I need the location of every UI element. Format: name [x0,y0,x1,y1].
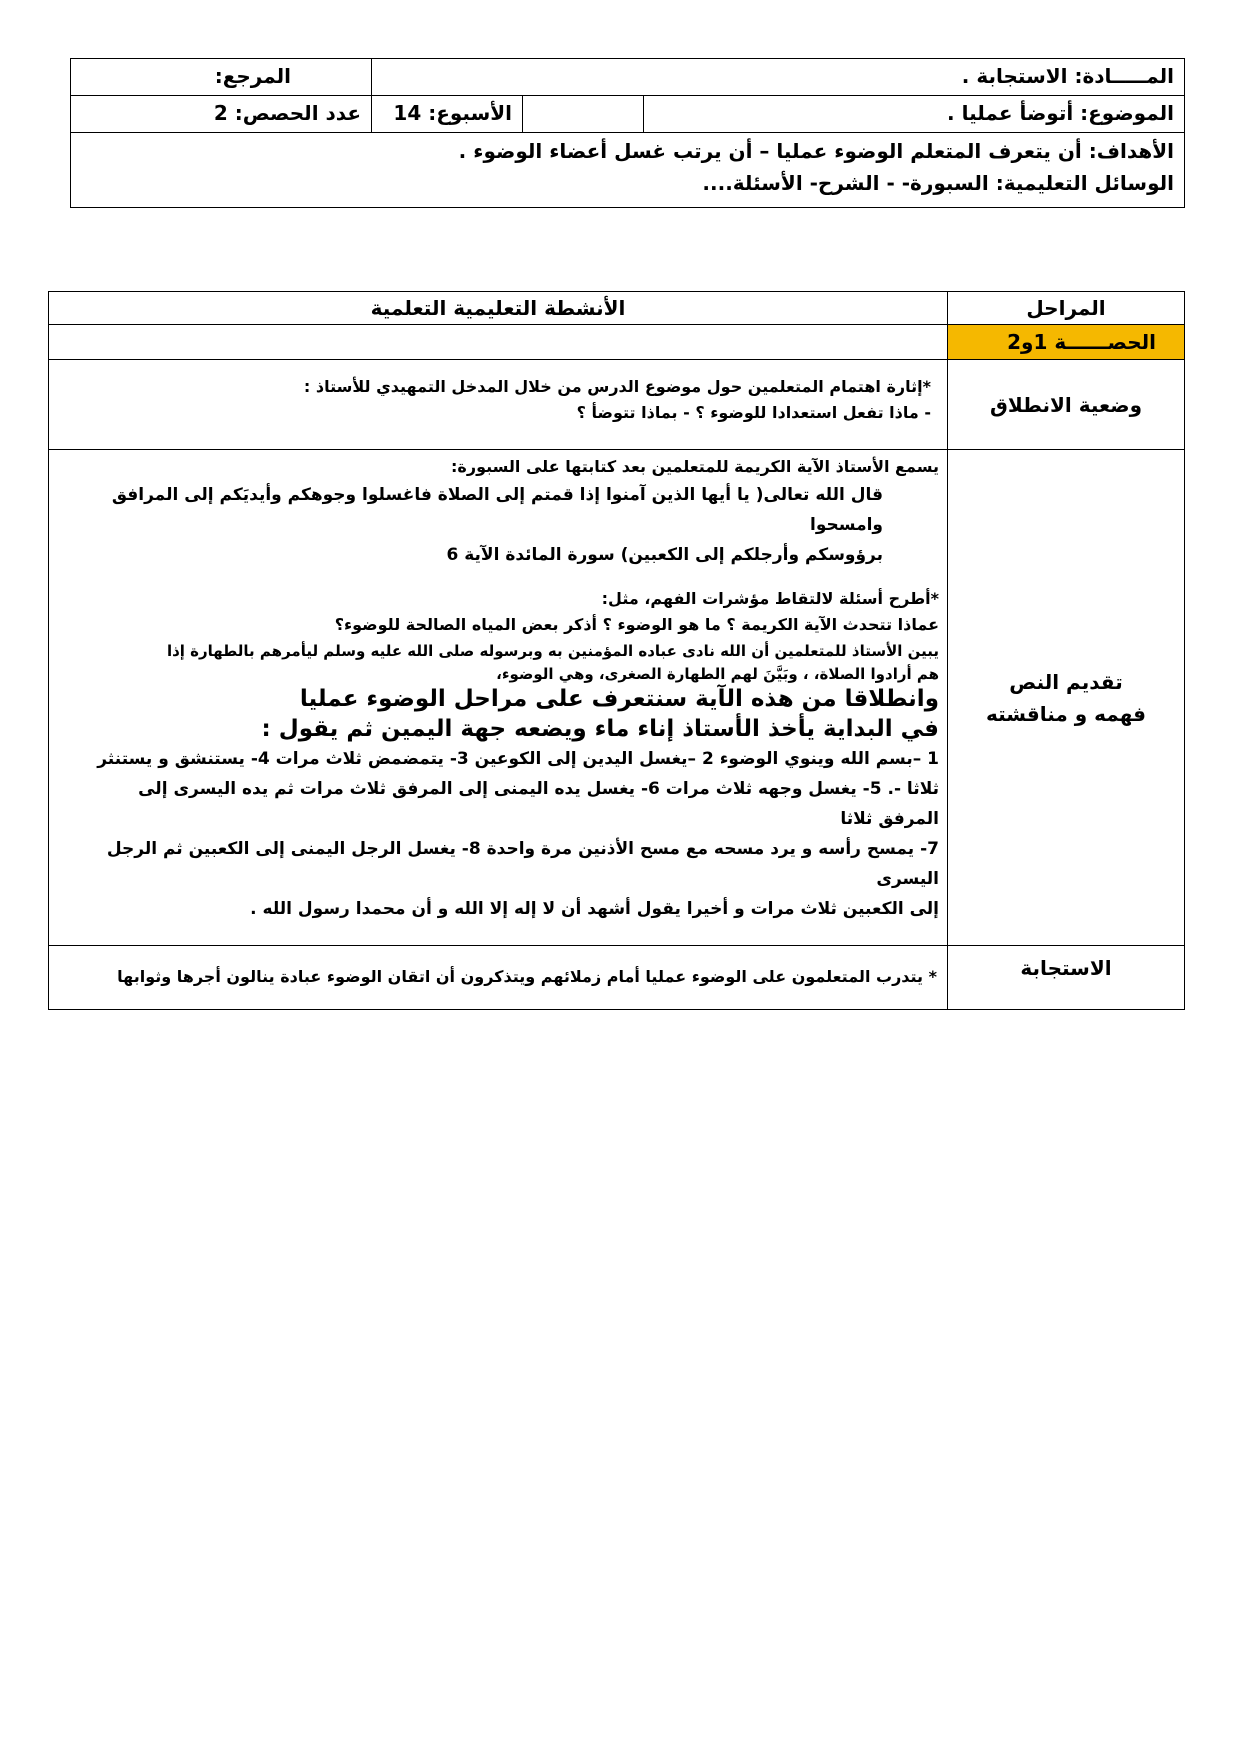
stage-text-activities [49,450,948,946]
stage-start-label: وضعية الانطلاق [989,392,1143,417]
verse-line-1: قال الله تعالى( يا أيها الذين آمنوا إذا قمتم إلى الصلاة فاغسلوا وجوهكم وأيديَكم إلى المرافق وامسحوا [111,485,883,535]
activities-table [48,291,1185,1010]
topic-spacer [523,96,644,133]
stage-start [948,360,1185,450]
means-text: الوسائل التعليمية: السبورة- - الشرح- الأسئلة.... [702,171,1174,195]
questions-intro: *أطرح أسئلة لالتقاط مؤشرات الفهم، مثل: [601,589,939,608]
stage-text-label-1: تقديم النص [1009,669,1123,694]
stage-response-activities: * يتدرب المتعلمون على الوضوء عمليا أمام زملائهم ويتذكرون أن اتقان الوضوء عبادة ينالون أجرها وثوابها [49,946,948,1010]
stage-text-label-2: فهمه و مناقشته [986,701,1146,726]
session-spacer [49,325,948,360]
steps-line-4: إلى الكعبين ثلاث مرات و أخيرا يقول أشهد أن لا إله إلا الله و أن محمدا رسول الله . [250,899,939,919]
subject-cell: المـــــادة: الاستجابة . [372,59,1185,96]
stage-text [948,450,1185,946]
highlight-line-2: في البداية يأخذ الأستاذ إناء ماء ويضعه جهة اليمين ثم يقول : [261,716,939,742]
intro-line: يسمع الأستاذ الآية الكريمة للمتعلمين بعد كتابتها على السبورة: [451,457,939,476]
start-line-1: *إثارة اهتمام المتعلمين حول موضوع الدرس من خلال المدخل التمهيدي للأستاذ : [303,377,931,396]
topic-cell: الموضوع: أتوضأ عمليا . [644,96,1185,133]
reference-cell: المرجع: [71,59,372,96]
start-line-2: - ماذا تفعل استعدادا للوضوء ؟ - بماذا تتوضأ ؟ [576,403,931,422]
header-table [70,58,1185,208]
col-stages-header: المراحل [948,292,1185,325]
goals-text: الأهداف: أن يتعرف المتعلم الوضوء عمليا – أن يرتب غسل أعضاء الوضوء . [458,139,1174,163]
stage-response [948,946,1185,1010]
explain-line-1: يبين الأستاذ للمتعلمين أن الله نادى عباده المؤمنين به وبرسوله صلى الله عليه وسلم ليأمرهم بالطهارة إذا [166,642,939,660]
stage-start-activities [49,360,948,450]
explain-line-2: هم أرادوا الصلاة، ، وبَيَّنَ لهم الطهارة الصغرى، وهي الوضوء، [496,665,939,683]
questions-line: عماذا تتحدث الآية الكريمة ؟ ما هو الوضوء ؟ أذكر بعض المياه الصالحة للوضوء؟ [334,615,939,634]
steps-line-3: 7- يمسح رأسه و يرد مسحه مع مسح الأذنين مرة واحدة 8- يغسل الرجل اليمنى إلى الكعبين ثم الرجل اليسرى [106,839,939,889]
steps-line-2: ثلاثا -. 5- يغسل وجهه ثلاث مرات 6- يغسل يده اليمنى إلى المرفق ثلاث مرات ثم يده اليسرى إلى المرفق ثلاثا [138,779,939,829]
steps-line-1: 1 –بسم الله وينوي الوضوء 2 –يغسل اليدين إلى الكوعين 3- يتمضمض ثلاث مرات 4- يستنشق و يستنثر [97,749,939,769]
highlight-line-1: وانطلاقا من هذه الآية سنتعرف على مراحل الوضوء عمليا [299,686,939,712]
verse-line-2: برؤوسكم وأرجلكم إلى الكعبين) سورة المائدة الآية 6 [446,545,883,565]
session-label: الحصــــــة 1و2 [948,325,1185,360]
sessions-count-cell: عدد الحصص: 2 [71,96,372,133]
col-activities-header: الأنشطة التعليمية التعلمية [49,292,948,325]
goals-means-cell [71,133,1185,208]
stage-response-label: الاستجابة [1020,956,1112,980]
week-cell: الأسبوع: 14 [372,96,523,133]
